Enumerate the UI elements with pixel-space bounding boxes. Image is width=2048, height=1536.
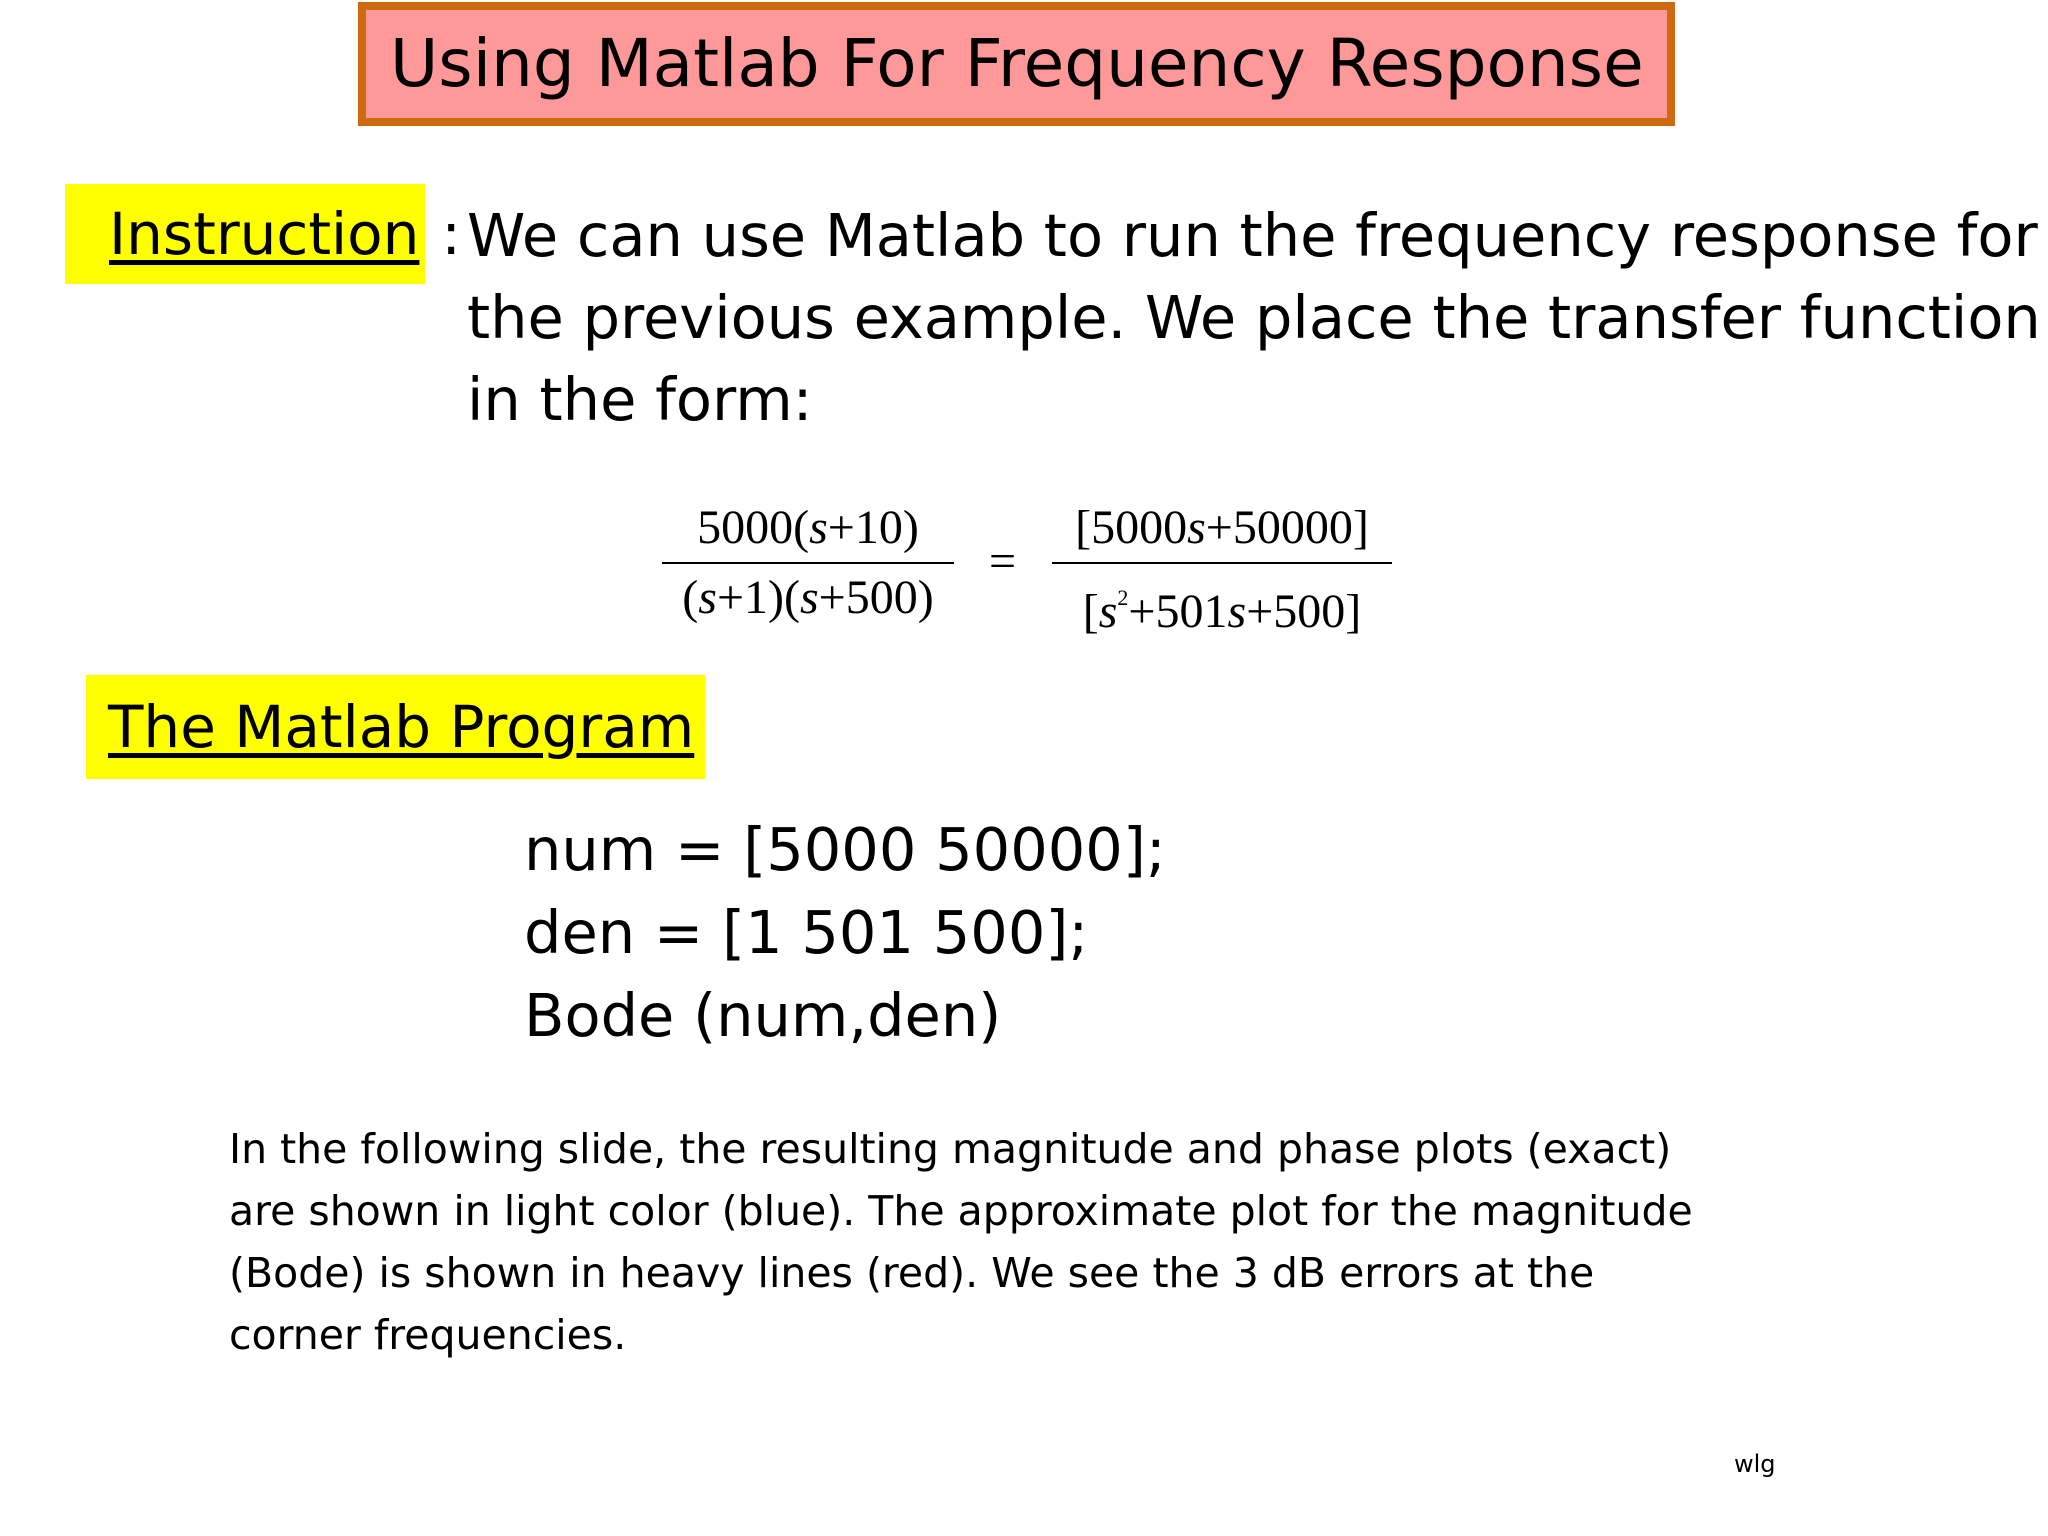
code-line: den = [1 501 500]; [524, 898, 1089, 967]
right-fraction [1052, 498, 1392, 642]
program-label: The Matlab Program [108, 693, 695, 761]
slide-title: Using Matlab For Frequency Response [390, 25, 1644, 102]
instruction-line: in the form: [467, 365, 813, 434]
program-label-box [86, 675, 705, 779]
right-numerator: [5000s+50000] [1075, 501, 1369, 554]
code-line: num = [5000 50000]; [524, 815, 1166, 884]
note-line: are shown in light color (blue). The approximate plot for the magnitude [229, 1187, 1693, 1235]
right-denominator: $[s^2+501s+500]$ [1082, 585, 1362, 638]
left-fraction-bar [662, 562, 954, 564]
right-fraction-bar [1052, 562, 1392, 564]
instruction-label-text: Instruction [109, 200, 420, 268]
matlab-code [524, 808, 1166, 1057]
note-line: corner frequencies. [229, 1311, 627, 1359]
instruction-label [87, 200, 461, 268]
code-line: Bode (num,den) [524, 981, 1002, 1050]
left-numerator: 5000(s+10) [697, 501, 919, 554]
instruction-line: We can use Matlab to run the frequency response for [467, 201, 2038, 270]
instruction-label-colon: : [441, 200, 461, 268]
left-fraction [662, 498, 954, 628]
transfer-function-equation [652, 498, 1402, 638]
equals-sign: = [989, 535, 1017, 588]
title-box [358, 2, 1675, 126]
left-denominator: (s+1)(s+500) [682, 571, 934, 624]
note-line: In the following slide, the resulting magnitude and phase plots (exact) [229, 1125, 1672, 1173]
explanation-note [229, 1118, 1789, 1366]
instruction-text [467, 195, 2041, 441]
instruction-line: the previous example. We place the transfer function [467, 283, 2041, 352]
footer-initials: wlg [1734, 1450, 1776, 1478]
note-line: (Bode) is shown in heavy lines (red). We see the 3 dB errors at the [229, 1249, 1595, 1297]
instruction-label-box [65, 184, 461, 284]
